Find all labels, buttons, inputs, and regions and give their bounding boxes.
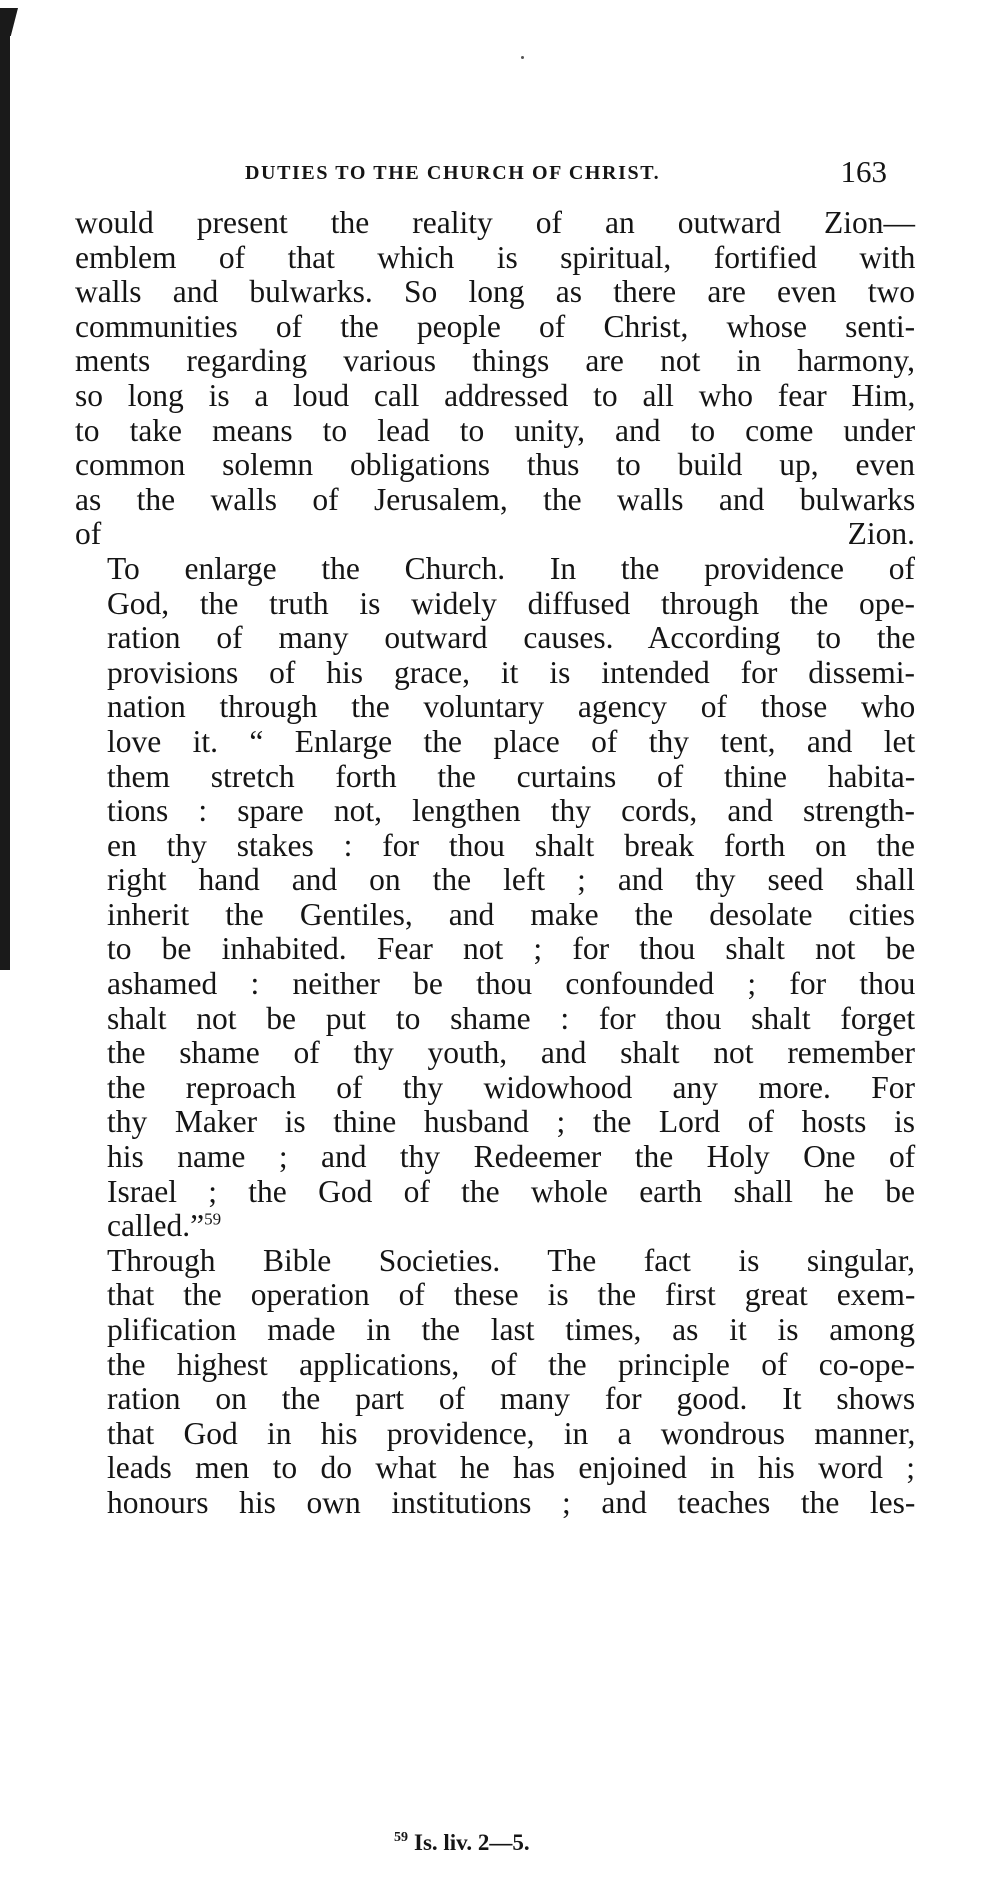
text-line: walls and bulwarks. So long as there are even two	[75, 274, 915, 310]
text-line: ashamed : neither be thou confounded ; for thou	[107, 966, 916, 1002]
footnote-reference[interactable]: 59	[204, 1209, 222, 1229]
text-line: inherit the Gentiles, and make the desolate cities	[107, 896, 915, 932]
text-line: en thy stakes : for thou shalt break forth on the	[107, 827, 915, 863]
text-line: that God in his providence, in a wondrous manner,	[107, 1415, 916, 1451]
footnote-mark: 59	[394, 1830, 408, 1846]
text-line: them stretch forth the curtains of thine habita-	[107, 758, 916, 794]
text-line: provisions of his grace, it is intended for dissemi-	[107, 654, 915, 690]
text-line: the highest applications, of the principle of co-ope-	[107, 1346, 915, 1382]
text-line: common solemn obligations thus to build up, even	[75, 447, 915, 483]
text-line-with-footnote	[75, 1209, 915, 1244]
paragraph-bible-societies	[75, 1244, 915, 1521]
text-line: of Zion.	[75, 516, 915, 552]
text-line: Israel ; the God of the whole earth shall he be	[107, 1173, 915, 1209]
paragraph-enlarge-church	[75, 552, 915, 1244]
text-line: plification made in the last times, as it is among	[107, 1312, 915, 1347]
text-line: the reproach of thy widowhood any more. For	[107, 1069, 915, 1105]
text-line: as the walls of Jerusalem, the walls and bulwarks	[75, 481, 916, 517]
running-title: DUTIES TO THE CHURCH OF CHRIST.	[245, 162, 661, 184]
text-line: Through Bible Societies. The fact is singular,	[107, 1242, 915, 1278]
text-line: shalt not be put to shame : for thou shalt forget	[107, 1000, 916, 1036]
footnote	[394, 1830, 530, 1856]
text-line: ration of many outward causes. According to the	[107, 620, 916, 656]
text-line: nation through the voluntary agency of those who	[107, 689, 916, 725]
text-line: right hand and on the left ; and thy seed shall	[107, 862, 915, 898]
scan-dust-speck	[521, 56, 524, 59]
text-line: to be inhabited. Fear not ; for thou shalt not be	[107, 931, 916, 967]
text-line: ration on the part of many for good. It shows	[107, 1381, 916, 1417]
text-line: would present the reality of an outward Zion—	[75, 205, 915, 240]
text-line: thy Maker is thine husband ; the Lord of hosts is	[107, 1104, 915, 1140]
text-line: love it. “ Enlarge the place of thy tent, and let	[107, 723, 916, 759]
text-line: to take means to lead to unity, and to come under	[75, 412, 916, 448]
footnote-text: Is. liv. 2—5.	[414, 1830, 530, 1855]
running-head	[75, 150, 915, 198]
text-line: called.”	[107, 1208, 205, 1244]
text-line: that the operation of these is the first great exem-	[107, 1277, 916, 1313]
text-line: emblem of that which is spiritual, fortified with	[75, 239, 916, 275]
text-line: honours his own institutions ; and teaches the les-	[107, 1484, 916, 1520]
text-line: so long is a loud call addressed to all who fear Him,	[75, 377, 916, 413]
page-number: 163	[840, 154, 887, 189]
text-line: To enlarge the Church. In the providence of	[107, 550, 915, 586]
text-line: communities of the people of Christ, whose senti-	[75, 308, 916, 344]
paragraph-zion	[75, 206, 915, 552]
book-page	[75, 150, 915, 1521]
text-line: leads men to do what he has enjoined in his word ;	[107, 1450, 915, 1486]
text-line: his name ; and thy Redeemer the Holy One of	[107, 1139, 916, 1175]
text-line: ments regarding various things are not in harmony,	[75, 343, 915, 379]
body-text	[75, 206, 915, 1521]
text-line: God, the truth is widely diffused through the ope-	[107, 585, 915, 621]
text-line: the shame of thy youth, and shalt not remember	[107, 1035, 915, 1071]
scan-binding-edge	[0, 20, 10, 970]
text-line: tions : spare not, lengthen thy cords, and strength-	[107, 793, 915, 829]
